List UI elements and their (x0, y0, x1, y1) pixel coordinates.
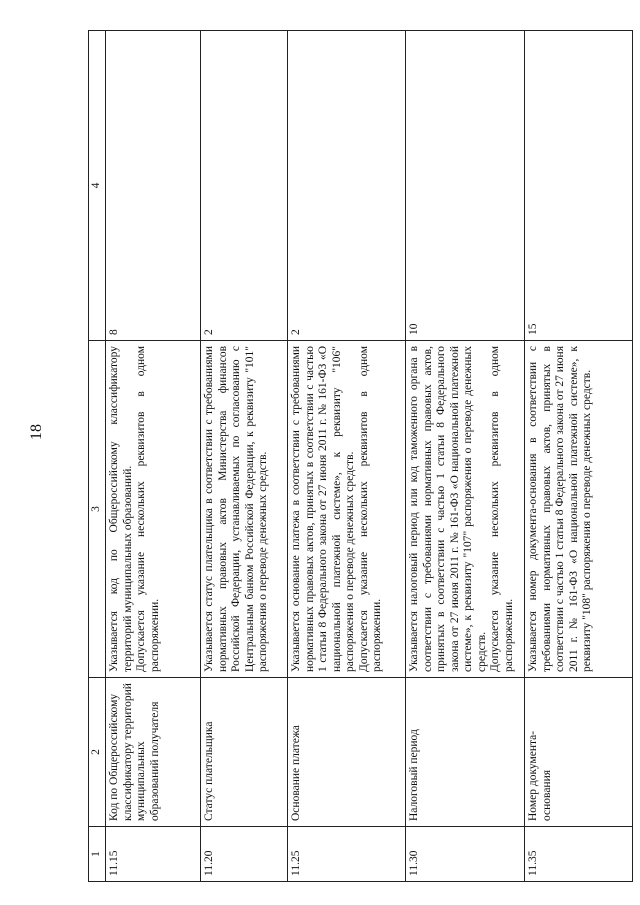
row-name: Налоговый период (406, 678, 525, 827)
description-paragraph: Допускается указание нескольких реквизитов в одном распоряжении. (135, 346, 161, 672)
table-row (288, 31, 406, 882)
requisites-table (88, 30, 633, 882)
description-paragraph: Допускается указание нескольких реквизитов в одном распоряжении. (489, 346, 515, 672)
page-number: 18 (28, 424, 45, 440)
row-name: Основание платежа (288, 678, 406, 827)
row-code: 11.35 (525, 827, 633, 882)
row-code: 11.25 (288, 827, 406, 882)
description-paragraph: Указывается налоговый период или код таможенного органа в соответствии с требованиями нормативных правовых актов, принятых в соответствии с частью 1 статьи 8 Федерального закона от 27 июня 2011 г. № 161-ФЗ «О национальной платежной системе», к реквизиту "107" распоряжения о переводе денежных средств. (408, 346, 488, 672)
row-value: 2 (201, 31, 288, 341)
header-row (89, 31, 106, 882)
header-col-2: 2 (89, 678, 106, 827)
row-code: 11.30 (406, 827, 525, 882)
row-description (201, 341, 288, 678)
row-description (525, 341, 633, 678)
description-paragraph: Указывается номер документа-основания в соответствии с требованиями нормативных правовых актов, принятых в соответствии с частью 1 статьи 8 Федерального закона от 27 июня 2011 г. № 161-ФЗ «О национальной платежной системе», к реквизиту "108" распоряжения о переводе денежных средств. (527, 346, 594, 672)
header-col-1: 1 (89, 827, 106, 882)
row-value: 10 (406, 31, 525, 341)
row-code: 11.20 (201, 827, 288, 882)
header-col-4: 4 (89, 31, 106, 341)
row-name: Код по Общероссийскому классификатору территорий муниципальных образований получателя (106, 678, 201, 827)
row-description (406, 341, 525, 678)
requisites-table-container (88, 67, 633, 882)
row-value: 2 (288, 31, 406, 341)
row-code: 11.15 (106, 827, 201, 882)
description-paragraph: Указывается статус плательщика в соответствии с требованиями нормативных правовых актов Министерства финансов Российской Федерации, устанавливаемых по согласованию с Центральным банком Российской Федерации, к реквизиту "101" распоряжения о переводе денежных средств. (203, 346, 270, 672)
table-row (525, 31, 633, 882)
description-paragraph: Указывается основание платежа в соответствии с требованиями нормативных правовых актов, принятых в соответствии с частью 1 статьи 8 Федерального закона от 27 июня 2011 г. № 161-ФЗ «О национальной платежной системе», к реквизиту "106" распоряжения о переводе денежных средств. (290, 346, 357, 672)
table-row (106, 31, 201, 882)
row-description (288, 341, 406, 678)
table-row (406, 31, 525, 882)
description-paragraph: Указывается код по Общероссийскому классификатору территорий муниципальных образований. (108, 346, 134, 672)
row-name: Номер документа-основания (525, 678, 633, 827)
row-value: 8 (106, 31, 201, 341)
description-paragraph: Допускается указание нескольких реквизитов в одном распоряжении. (357, 346, 384, 672)
table-row (201, 31, 288, 882)
row-description (106, 341, 201, 678)
row-value: 15 (525, 31, 633, 341)
header-col-3: 3 (89, 341, 106, 678)
row-name: Статус плательщика (201, 678, 288, 827)
